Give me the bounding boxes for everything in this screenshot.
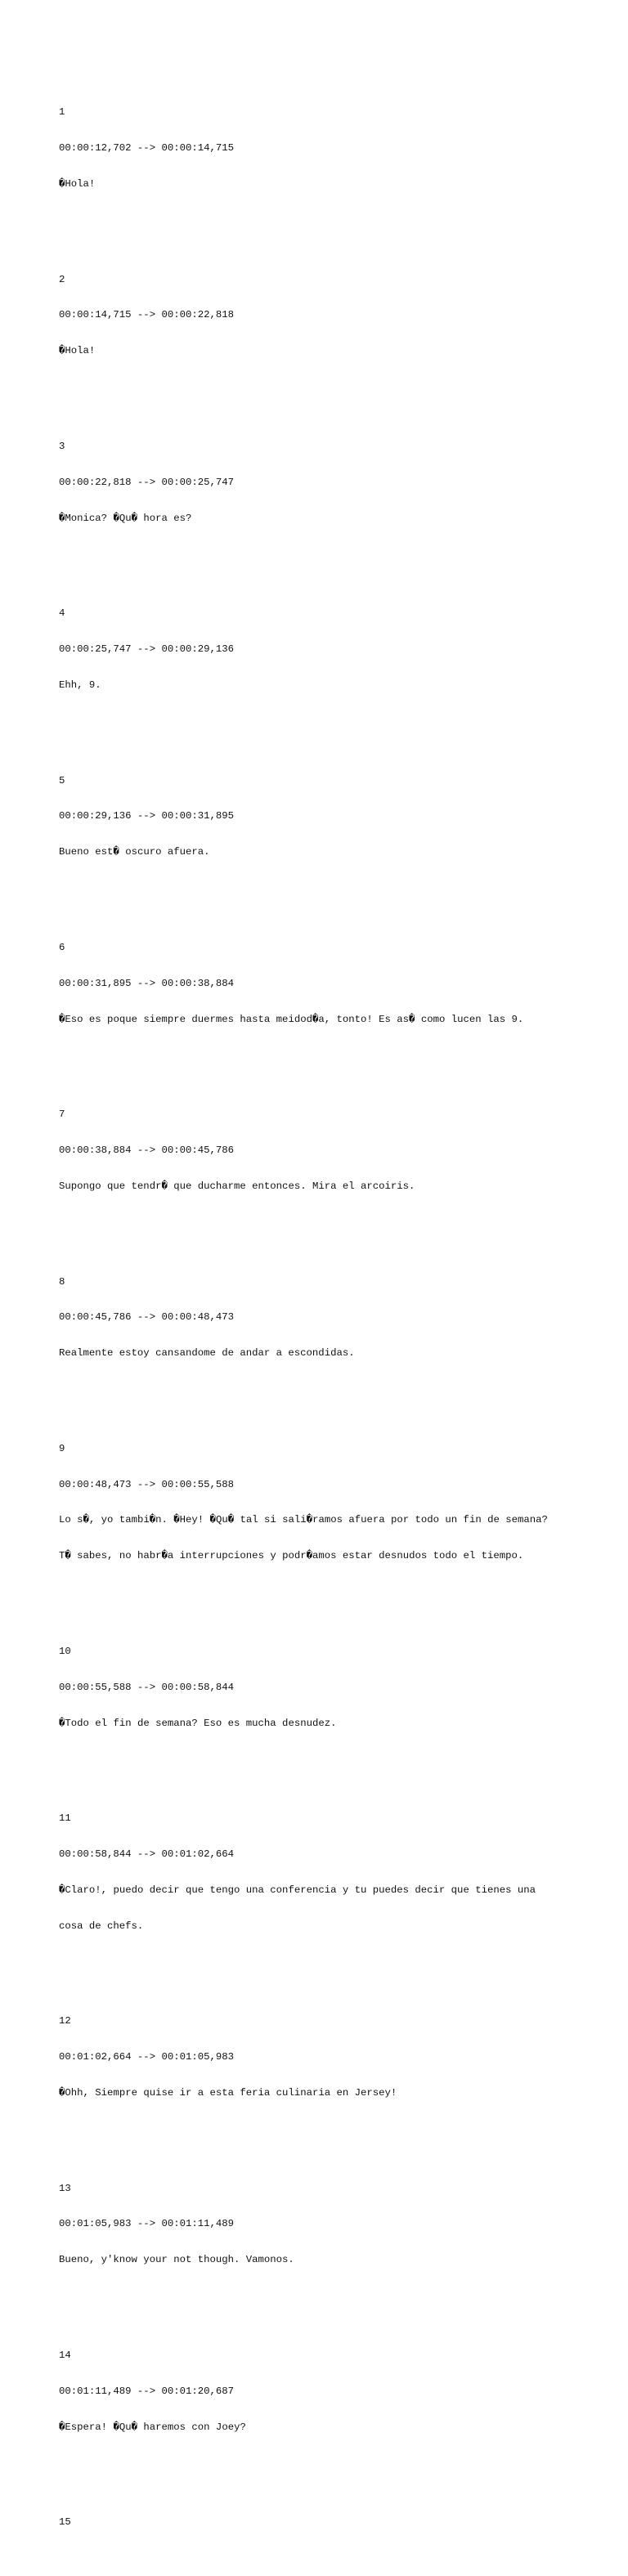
subtitle-cue-10 [59,1622,615,1754]
subtitle-cue-11 [59,1789,615,1956]
cue-text-line: Ehh, 9. [59,679,101,691]
cue-index: 10 [59,1645,71,1657]
cue-index: 4 [59,607,65,620]
cue-timestamp: 00:01:05,983 --> 00:01:11,489 [59,2218,235,2230]
cue-index: 3 [59,441,65,452]
cue-text-line: Bueno, y'know your not though. Vamonos. [59,2254,294,2266]
subtitle-cue-9 [59,1419,615,1586]
cue-index: 9 [59,1442,65,1454]
subtitle-cue-15 [59,2493,615,2552]
cue-timestamp: 00:00:29,136 --> 00:00:31,895 [59,810,235,822]
subtitle-cue-2 [59,250,615,382]
cue-text-line: �Espera! �Qu� haremos con Joey? [59,2421,246,2433]
cue-index: 7 [59,1109,65,1121]
subtitle-cue-5 [59,750,615,882]
subtitle-document [59,59,615,2576]
cue-index: 15 [59,2516,71,2529]
cue-timestamp: 00:00:48,473 --> 00:00:55,588 [59,1478,235,1490]
cue-text-line: Supongo que tendr� que ducharme entonces. Mira el arcoiris. [59,1180,415,1192]
cue-text-line: Lo s�, yo tambi�n. �Hey! �Qu� tal si sali�ramos afuera por todo un fin de semana? [59,1514,548,1526]
subtitle-cue-3 [59,417,615,549]
cue-timestamp: 00:00:25,747 --> 00:00:29,136 [59,643,235,656]
subtitle-cue-1 [59,83,615,214]
cue-timestamp: 00:00:38,884 --> 00:00:45,786 [59,1145,235,1157]
cue-timestamp: 00:00:22,818 --> 00:00:25,747 [59,476,235,488]
subtitle-cue-14 [59,2326,615,2457]
subtitle-cue-7 [59,1085,615,1216]
cue-text-line: T� sabes, no habr�a interrupciones y podr�amos estar desnudos todo el tiempo. [59,1550,524,1562]
cue-text-line: Bueno est� oscuro afuera. [59,846,210,858]
cue-timestamp: 00:00:58,844 --> 00:01:02,664 [59,1848,235,1861]
cue-text-line: Realmente estoy cansandome de andar a escondidas. [59,1347,355,1360]
cue-index: 14 [59,2350,71,2361]
cue-text-line: cosa de chefs. [59,1920,144,1932]
cue-text-line: �Hola! [59,345,96,357]
cue-text-line: �Claro!, puedo decir que tengo una conferencia y tu puedes decir que tienes una [59,1884,536,1896]
cue-index: 1 [59,106,65,119]
cue-timestamp: 00:00:31,895 --> 00:00:38,884 [59,977,235,989]
cue-timestamp: 00:00:55,588 --> 00:00:58,844 [59,1681,235,1693]
subtitle-cue-6 [59,918,615,1050]
cue-text-line: �Hola! [59,177,96,190]
cue-index: 6 [59,941,65,953]
cue-index: 13 [59,2182,71,2194]
cue-timestamp: 00:00:12,702 --> 00:00:14,715 [59,142,235,155]
subtitle-cue-12 [59,1991,615,2123]
cue-text-line: �Todo el fin de semana? Eso es mucha desnudez. [59,1717,337,1729]
cue-text-line: �Monica? �Qu� hora es? [59,512,192,524]
cue-index: 5 [59,774,65,786]
cue-index: 12 [59,2015,71,2027]
cue-timestamp: 00:00:14,715 --> 00:00:22,818 [59,309,235,321]
subtitle-cue-8 [59,1252,615,1383]
cue-timestamp: 00:01:02,664 --> 00:01:05,983 [59,2051,235,2063]
subtitle-cue-4 [59,584,615,715]
cue-index: 8 [59,1275,65,1288]
cue-text-line: �Ohh, Siempre quise ir a esta feria culinaria en Jersey! [59,2086,397,2099]
cue-index: 2 [59,273,65,285]
cue-index: 11 [59,1812,71,1825]
subtitle-cue-13 [59,2159,615,2291]
cue-timestamp: 00:00:45,786 --> 00:00:48,473 [59,1311,235,1324]
cue-text-line: �Eso es poque siempre duermes hasta meidod�a, tonto! Es as� como lucen las 9. [59,1013,524,1025]
cue-timestamp: 00:01:11,489 --> 00:01:20,687 [59,2385,235,2397]
